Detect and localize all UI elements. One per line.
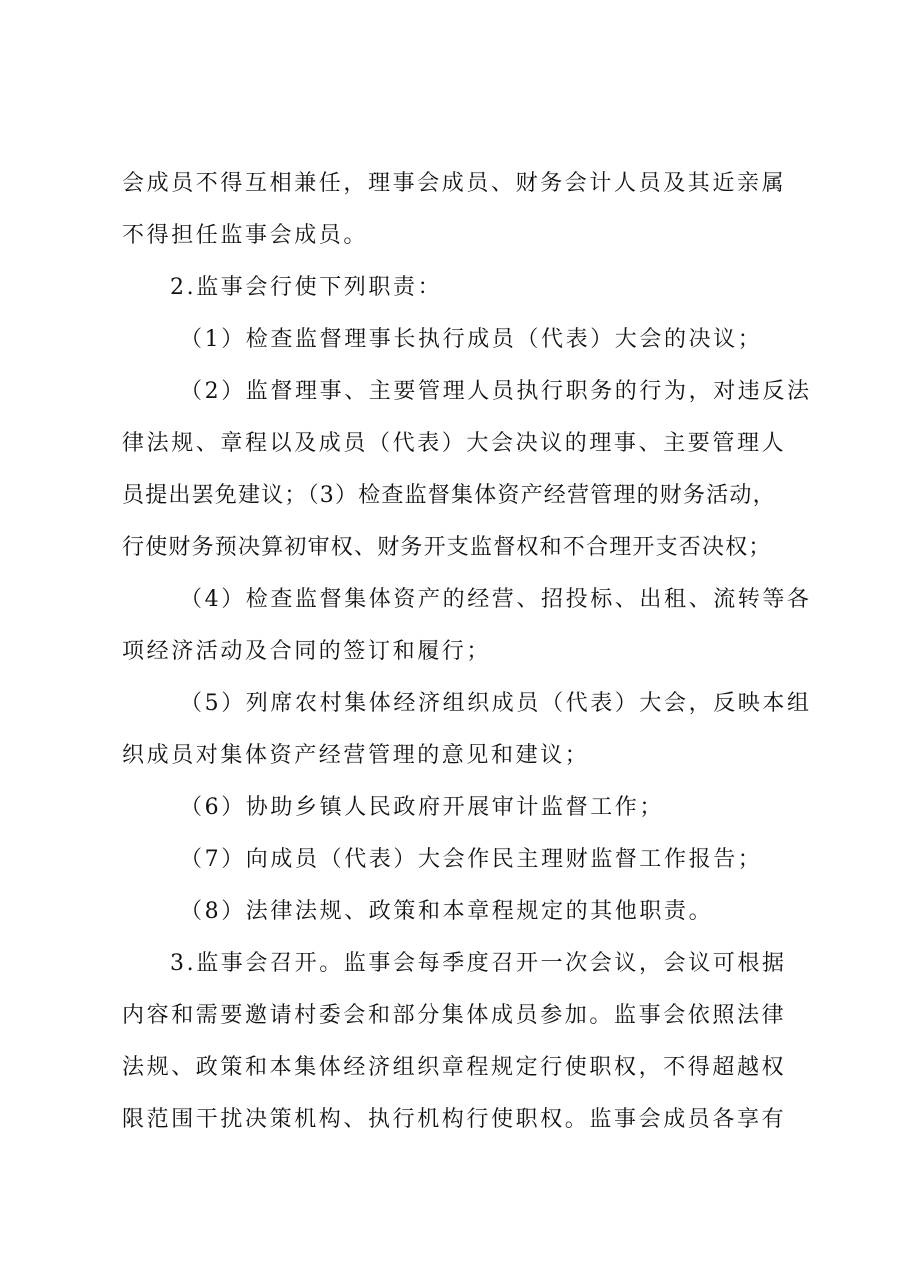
- text-line: 3.监事会召开。监事会每季度召开一次会议，会议可根据: [170, 951, 787, 976]
- text-line: （4）检查监督集体资产的经营、招投标、出租、流转等各: [180, 587, 812, 612]
- text-line: 员提出罢免建议；（3）检查监督集体资产经营管理的财务活动，: [122, 483, 776, 508]
- text-line: 会成员不得互相兼任，理事会成员、财务会计人员及其近亲属: [122, 171, 787, 196]
- text-line: 2.监事会行使下列职责：: [170, 275, 443, 300]
- text-line: （2）监督理事、主要管理人员执行职务的行为，对违反法: [180, 379, 812, 404]
- text-line: 法规、政策和本集体经济组织章程规定行使职权，不得超越权: [122, 1055, 787, 1080]
- text-line: 律法规、章程以及成员（代表）大会决议的理事、主要管理人: [122, 431, 787, 456]
- text-line: 织成员对集体资产经营管理的意见和建议；: [122, 743, 590, 768]
- text-line: 不得担任监事会成员。: [122, 223, 369, 248]
- text-line: （7）向成员（代表）大会作民主理财监督工作报告；: [180, 847, 763, 872]
- text-line: 限范围干扰决策机构、执行机构行使职权。监事会成员各享有: [122, 1107, 787, 1132]
- text-line: （6）协助乡镇人民政府开展审计监督工作；: [180, 795, 664, 820]
- text-line: （5）列席农村集体经济组织成员（代表）大会，反映本组: [180, 691, 812, 716]
- text-line: 内容和需要邀请村委会和部分集体成员参加。监事会依照法律: [122, 1003, 787, 1028]
- text-line: 行使财务预决算初审权、财务开支监督权和不合理开支否决权；: [122, 535, 772, 560]
- text-line: （1）检查监督理事长执行成员（代表）大会的决议；: [180, 327, 763, 352]
- text-line: （8）法律法规、政策和本章程规定的其他职责。: [180, 899, 714, 924]
- text-line: 项经济活动及合同的签订和履行；: [122, 639, 492, 664]
